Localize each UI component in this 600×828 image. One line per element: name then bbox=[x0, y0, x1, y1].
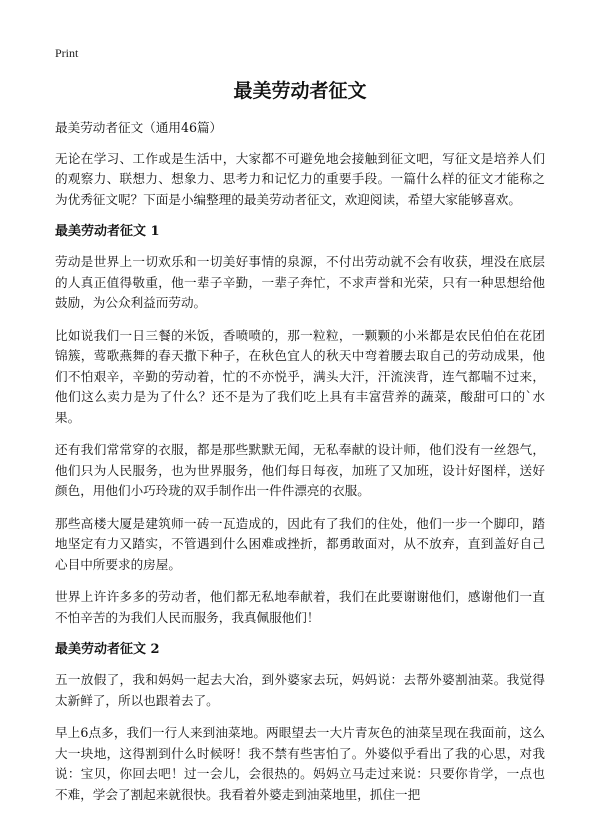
section-heading: 最美劳动者征文 1 bbox=[55, 224, 160, 239]
section-heading: 最美劳动者征文 2 bbox=[55, 642, 160, 657]
page-title: 最美劳动者征文 bbox=[233, 80, 367, 102]
paragraph: 比如说我们一日三餐的米饭，香喷喷的，那一粒粒，一颗颗的小米都是农民伯伯在花团锦簇，莺歌燕舞的春天撒下种子，在秋色宜人的秋天中弯着腰去取自己的劳动成果，他们不怕艰辛，辛勤的劳动着，忙的不亦悦乎，满头大汗，汗流浃背，连气都喘不过来，他们这么卖力是为了什么？还不是为了我们吃上具有丰富营养的蔬菜，酸甜可口的`水果。 bbox=[55, 327, 545, 425]
article-body bbox=[55, 118, 545, 817]
intro-paragraph: 无论在学习、工作或是生活中，大家都不可避免地会接触到征文吧，写征文是培养人们的观察力、联想力、想象力、思考力和记忆力的重要手段。一篇什么样的征文才能称之为优秀征文呢？下面是小编整理的最美劳动者征文，欢迎阅读，希望大家能够喜欢。 bbox=[55, 150, 545, 207]
paragraph: 劳动是世界上一切欢乐和一切美好事情的泉源，不付出劳动就不会有收获，埋没在底层的人真正值得敬重，他一辈子辛勤，一辈子奔忙，不求声誉和光荣，只有一种思想给他鼓励，为公众利益而劳动。 bbox=[55, 254, 545, 310]
paragraph: 早上6点多，我们一行人来到油菜地。两眼望去一大片青灰色的油菜呈现在我面前，这么大一块地，这得割到什么时候呀！我不禁有些害怕了。外婆似乎看出了我的心思，对我说：宝贝，你回去吧！过一会儿，会很热的。妈妈立马走过来说：只要你肯学，一点也不难，学会了割起来就很快。我看着外婆走到油菜地里，抓住一把 bbox=[55, 725, 545, 802]
print-link[interactable]: Print bbox=[55, 46, 79, 60]
article-subtitle: 最美劳动者征文（通用46篇） bbox=[55, 120, 223, 135]
paragraph: 还有我们常常穿的衣服，都是那些默默无闻，无私奉献的设计师，他们没有一丝怨气，他们只为人民服务，也为世界服务，他们每日每夜，加班了又加班，设计好图样，送好颜色，用他们小巧玲珑的双手制作出一件件漂亮的衣服。 bbox=[55, 442, 545, 498]
paragraph: 五一放假了，我和妈妈一起去大冶，到外婆家去玩，妈妈说：去帮外婆割油菜。我觉得太新鲜了，所以也跟着去了。 bbox=[55, 672, 545, 708]
paragraph: 那些高楼大厦是建筑师一砖一瓦造成的，因此有了我们的住处，他们一步一个脚印，踏地坚定有力又踏实，不管遇到什么困难或挫折，都勇敢面对，从不放弃，直到盖好自己心目中所要求的房屋。 bbox=[55, 515, 545, 572]
paragraph: 世界上许许多多的劳动者，他们都无私地奉献着，我们在此要谢谢他们，感谢他们一直不怕辛苦的为我们人民而服务，我真佩服他们！ bbox=[55, 589, 545, 625]
